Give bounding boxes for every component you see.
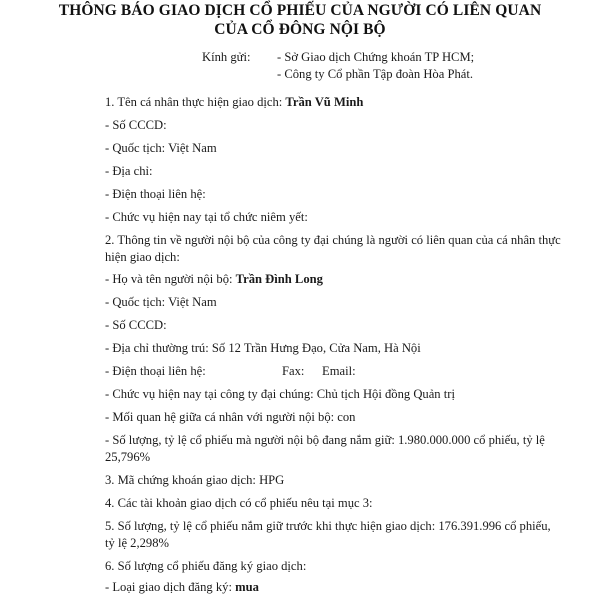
section1-heading	[105, 95, 363, 110]
transaction-type-label: - Loại giao dịch đăng ký:	[105, 580, 232, 594]
section6-heading: 6. Số lượng cổ phiếu đăng ký giao dịch:	[105, 559, 307, 573]
trader-address: - Địa chỉ:	[105, 164, 153, 178]
insider-position: - Chức vụ hiện nay tại công ty đại chúng: Chủ tịch Hội đồng Quản trị	[105, 387, 455, 401]
recipient-item: - Sở Giao dịch Chứng khoán TP HCM;	[277, 50, 475, 64]
recipients-label: Kính gửi:	[202, 50, 251, 64]
section5-line1: 5. Số lượng, tỷ lệ cổ phiếu nắm giữ trước khi thực hiện giao dịch: 176.391.996 cổ phiếu,	[105, 519, 551, 533]
section3-ticker: 3. Mã chứng khoán giao dịch: HPG	[105, 473, 285, 487]
recipient-item: - Công ty Cổ phần Tập đoàn Hòa Phát.	[277, 67, 473, 81]
insider-phone: - Điện thoại liên hệ:	[105, 364, 206, 378]
section1-heading-label: 1. Tên cá nhân thực hiện giao dịch:	[105, 95, 283, 109]
insider-email: Email:	[322, 364, 356, 378]
section2-heading-line1: 2. Thông tin về người nội bộ của công ty đại chúng là người có liên quan của cá nhân thực	[105, 233, 561, 247]
insider-fax: Fax:	[282, 364, 305, 378]
insider-residence: - Địa chỉ thường trú: Số 12 Trần Hưng Đạo, Cửa Nam, Hà Nội	[105, 341, 421, 355]
insider-cccd: - Số CCCD:	[105, 318, 167, 332]
section2-heading-line2: hiện giao dịch:	[105, 250, 180, 264]
insider-name: Trần Đình Long	[235, 272, 323, 286]
insider-holding-line1: - Số lượng, tỷ lệ cổ phiếu mà người nội bộ đang nắm giữ: 1.980.000.000 cổ phiếu, tỷ lệ	[105, 433, 545, 447]
trader-cccd: - Số CCCD:	[105, 118, 167, 132]
section6-type-row	[105, 580, 259, 595]
document-title-line2: CỦA CỔ ĐÔNG NỘI BỘ	[214, 21, 386, 38]
insider-holding-line2: 25,796%	[105, 450, 151, 464]
trader-phone: - Điện thoại liên hệ:	[105, 187, 206, 201]
insider-name-label: - Họ và tên người nội bộ:	[105, 272, 233, 286]
insider-relationship: - Mối quan hệ giữa cá nhân với người nội bộ: con	[105, 410, 356, 424]
section5-line2: tỷ lệ 2,298%	[105, 536, 170, 550]
insider-name-row	[105, 272, 323, 287]
document-title-line1: THÔNG BÁO GIAO DỊCH CỔ PHIẾU CỦA NGƯỜI CÓ LIÊN QUAN	[58, 2, 542, 19]
transaction-type-value: mua	[235, 580, 259, 594]
insider-nationality: - Quốc tịch: Việt Nam	[105, 295, 217, 309]
trader-nationality: - Quốc tịch: Việt Nam	[105, 141, 217, 155]
section4-accounts: 4. Các tài khoản giao dịch có cổ phiếu nêu tại mục 3:	[105, 496, 373, 510]
trader-position: - Chức vụ hiện nay tại tổ chức niêm yết:	[105, 210, 308, 224]
trader-name: Trần Vũ Minh	[285, 95, 364, 109]
